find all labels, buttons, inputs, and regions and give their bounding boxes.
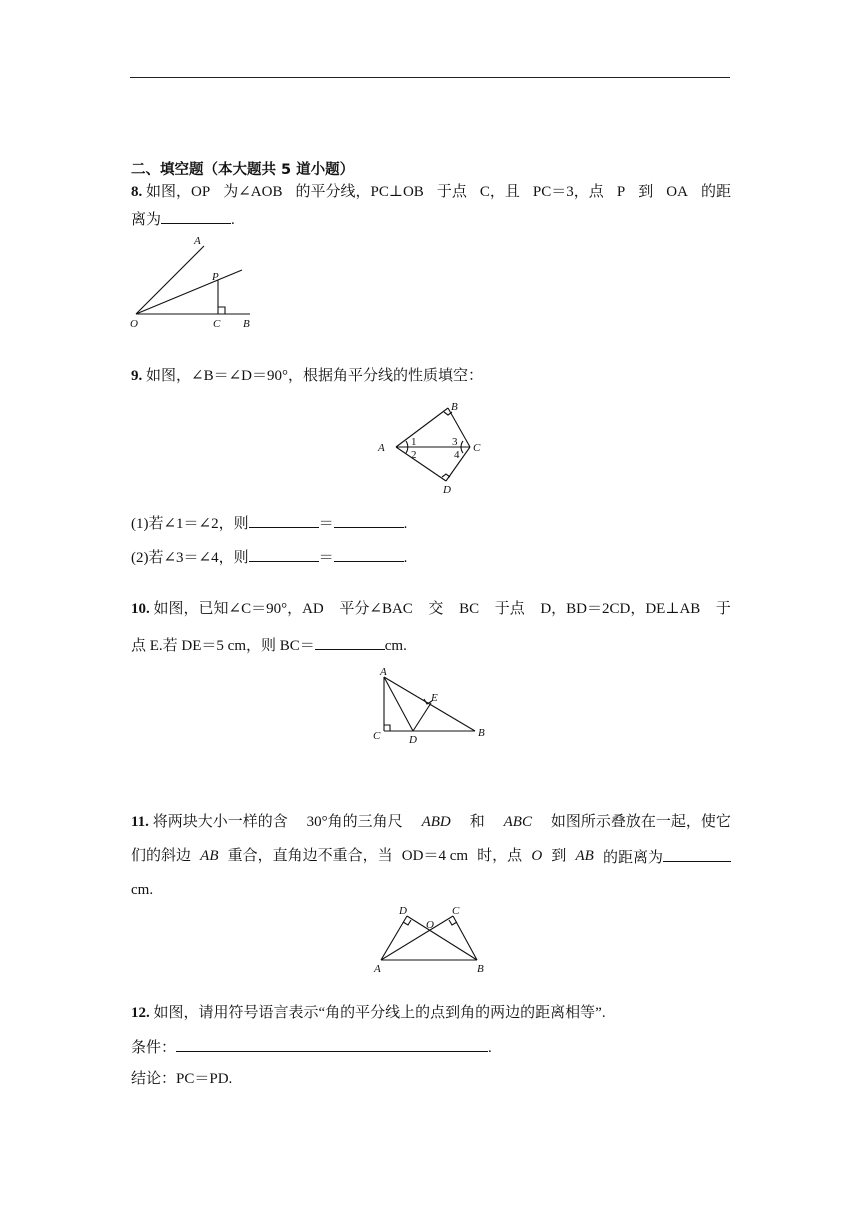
q11-text: O bbox=[531, 848, 543, 864]
q8-text: 离为 bbox=[131, 212, 162, 228]
q9-text: (2)若∠3＝∠4，则 bbox=[131, 550, 249, 566]
q11-label-a: A bbox=[374, 963, 381, 975]
q10-text: cm. bbox=[384, 638, 407, 654]
q11-text: 们的斜边 bbox=[131, 848, 192, 864]
q10-text: 如图，已知∠C＝90°，AD bbox=[153, 601, 324, 617]
q9-label-d: D bbox=[443, 484, 451, 496]
q8-text: 为∠AOB bbox=[223, 184, 283, 200]
q9-label-a: A bbox=[378, 442, 385, 454]
q11-text: 到 bbox=[551, 848, 567, 864]
q8-text: 的平分线，PC⊥OB bbox=[295, 184, 424, 200]
q9-1-blank-left[interactable] bbox=[249, 512, 319, 528]
q8-figure bbox=[120, 232, 280, 332]
q11-text: 30°角的三角尺 bbox=[306, 814, 403, 830]
q11-text: 重合，直角边不重合，当 bbox=[227, 848, 393, 864]
q9-label-1: 1 bbox=[411, 436, 417, 448]
q9-text: 如图，∠B＝∠D＝90°，根据角平分线的性质填空： bbox=[146, 368, 483, 384]
q10-label-c: C bbox=[373, 730, 381, 742]
q11-answer-blank[interactable] bbox=[663, 846, 731, 862]
q12-line1 bbox=[131, 1003, 606, 1023]
q10-text: D，BD＝2CD，DE⊥AB bbox=[540, 601, 701, 617]
q8-answer-blank[interactable] bbox=[161, 208, 231, 224]
q10-label-e: E bbox=[431, 692, 438, 704]
q11-label-b: B bbox=[477, 963, 484, 975]
q9-2-blank-left[interactable] bbox=[249, 546, 319, 562]
q11-text: AB bbox=[575, 848, 594, 864]
q10-text: 于 bbox=[715, 601, 731, 617]
q8-text: 如图，OP bbox=[146, 184, 211, 200]
q11-text: 如图所示叠放在一起，使它 bbox=[550, 814, 731, 830]
q9-line1 bbox=[131, 366, 483, 386]
q12-conclusion: 结论：PC＝PD. bbox=[131, 1071, 233, 1087]
q9-2-blank-right[interactable] bbox=[334, 546, 404, 562]
q8-text: . bbox=[231, 212, 235, 228]
q8-line2 bbox=[131, 208, 235, 230]
q10-number: 10. bbox=[131, 601, 150, 617]
q8-text: PC＝3，点 bbox=[532, 184, 604, 200]
q10-text: 交 bbox=[428, 601, 444, 617]
section-title: 二、填空题（本大题共 5 道小题） bbox=[131, 162, 355, 178]
q10-label-a: A bbox=[380, 666, 387, 678]
q10-text: 于点 bbox=[494, 601, 525, 617]
q9-label-4: 4 bbox=[454, 449, 460, 461]
q9-text: ＝ bbox=[318, 516, 334, 532]
q12-condition bbox=[131, 1036, 492, 1058]
q8-number: 8. bbox=[131, 184, 143, 200]
q12-text: . bbox=[488, 1040, 492, 1056]
q11-text: 将两块大小一样的含 bbox=[152, 814, 288, 830]
q9-label-3: 3 bbox=[452, 436, 458, 448]
q10-text: 平分∠BAC bbox=[339, 601, 413, 617]
q10-line1 bbox=[131, 599, 731, 619]
q8-label-o: O bbox=[130, 318, 138, 330]
q9-label-2: 2 bbox=[411, 449, 417, 461]
q8-label-b: B bbox=[243, 318, 250, 330]
q11-text: 和 bbox=[469, 814, 485, 830]
q11-number: 11. bbox=[131, 814, 149, 830]
q8-line1 bbox=[131, 182, 731, 202]
q11-text: 时，点 bbox=[477, 848, 523, 864]
q8-text: 于点 bbox=[436, 184, 467, 200]
q11-line1 bbox=[131, 812, 731, 832]
q11-line2 bbox=[131, 846, 731, 868]
q8-label-a: A bbox=[194, 235, 201, 247]
q9-text: . bbox=[403, 550, 408, 566]
q9-sub1 bbox=[131, 512, 407, 534]
q11-figure bbox=[365, 900, 500, 980]
q8-text: OA bbox=[666, 184, 688, 200]
q12-text: 如图，请用符号语言表示“角的平分线上的点到角的两边的距离相等”. bbox=[153, 1005, 606, 1021]
q10-label-d: D bbox=[409, 734, 417, 746]
q9-text: (1)若∠1＝∠2，则 bbox=[131, 516, 249, 532]
q10-figure bbox=[365, 662, 500, 752]
q12-number: 12. bbox=[131, 1005, 150, 1021]
q9-label-b: B bbox=[451, 401, 458, 413]
q10-answer-blank[interactable] bbox=[315, 634, 385, 650]
q11-line3: cm. bbox=[131, 882, 154, 898]
q11-label-o: O bbox=[426, 919, 434, 931]
q11-text: ABD bbox=[421, 814, 451, 830]
q8-text: 到 bbox=[638, 184, 654, 200]
q8-text: C，且 bbox=[479, 184, 520, 200]
q12-text: 条件： bbox=[131, 1040, 177, 1056]
q11-text: 的距离为 bbox=[602, 850, 663, 866]
q11-label-c: C bbox=[452, 905, 460, 917]
q10-label-b: B bbox=[478, 727, 485, 739]
q11-text: AB bbox=[200, 848, 219, 864]
q9-number: 9. bbox=[131, 368, 143, 384]
q11-text: OD＝4 cm bbox=[401, 848, 469, 864]
q9-sub2 bbox=[131, 546, 407, 568]
q8-label-p: P bbox=[212, 271, 219, 283]
q9-1-blank-right[interactable] bbox=[334, 512, 404, 528]
q8-text: 的距 bbox=[700, 184, 731, 200]
q11-label-d: D bbox=[399, 905, 407, 917]
header-rule bbox=[130, 77, 730, 78]
q10-text: BC bbox=[459, 601, 480, 617]
q9-figure bbox=[370, 396, 500, 501]
q10-text: 点 E.若 DE＝5 cm，则 BC＝ bbox=[131, 638, 315, 654]
q9-label-c: C bbox=[473, 442, 481, 454]
q9-text: ＝ bbox=[318, 550, 334, 566]
q8-text: P bbox=[616, 184, 626, 200]
q11-text: ABC bbox=[503, 814, 532, 830]
q8-label-c: C bbox=[213, 318, 221, 330]
q9-text: . bbox=[403, 516, 408, 532]
q12-condition-blank[interactable] bbox=[176, 1036, 488, 1052]
q10-line2 bbox=[131, 634, 407, 656]
